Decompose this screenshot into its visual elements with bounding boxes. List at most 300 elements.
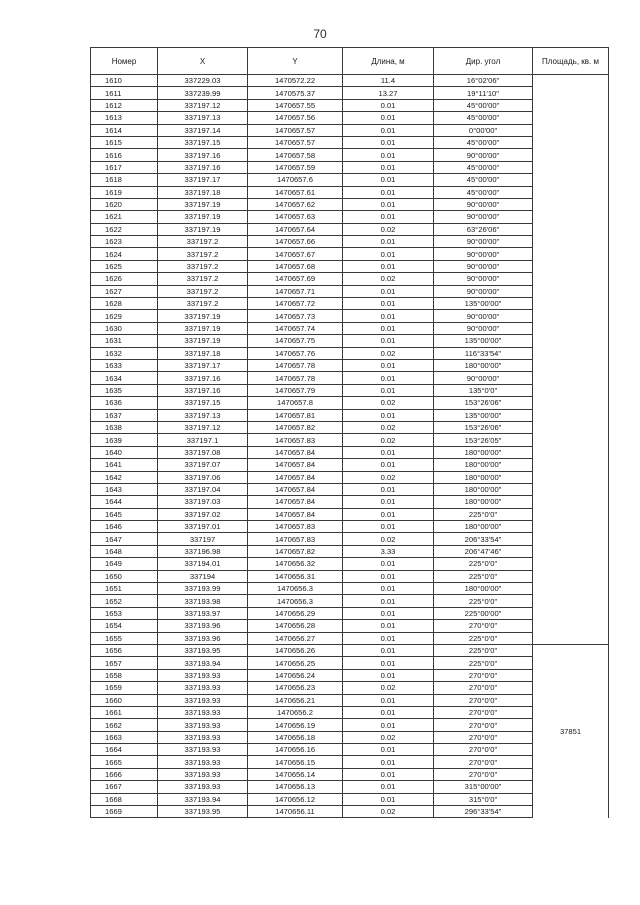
cell-y: 1470657.84 (248, 508, 343, 520)
cell-y: 1470657.75 (248, 335, 343, 347)
cell-angle: 270°0'0" (434, 694, 533, 706)
cell-y: 1470657.63 (248, 211, 343, 223)
table-row (91, 322, 609, 334)
cell-x: 337197.2 (158, 236, 248, 248)
cell-y: 1470657.81 (248, 409, 343, 421)
cell-angle: 153°26'06" (434, 421, 533, 433)
cell-angle: 63°26'06" (434, 223, 533, 235)
cell-length: 0.02 (343, 731, 434, 743)
cell-length: 0.01 (343, 793, 434, 805)
cell-number: 1657 (91, 657, 158, 669)
cell-x: 337197.19 (158, 223, 248, 235)
cell-angle: 225°0'0" (434, 595, 533, 607)
cell-y: 1470656.29 (248, 607, 343, 619)
cell-y: 1470657.76 (248, 347, 343, 359)
cell-y: 1470657.6 (248, 174, 343, 186)
cell-y: 1470657.78 (248, 372, 343, 384)
cell-y: 1470657.68 (248, 260, 343, 272)
cell-number: 1642 (91, 471, 158, 483)
cell-x: 337193.93 (158, 682, 248, 694)
cell-x: 337197.18 (158, 186, 248, 198)
cell-angle: 270°0'0" (434, 744, 533, 756)
cell-angle: 270°0'0" (434, 768, 533, 780)
table-row (91, 744, 609, 756)
cell-x: 337194.01 (158, 558, 248, 570)
cell-angle: 180°00'00" (434, 359, 533, 371)
cell-length: 3.33 (343, 545, 434, 557)
cell-number: 1623 (91, 236, 158, 248)
cell-angle: 153°26'05" (434, 434, 533, 446)
cell-y: 1470657.82 (248, 545, 343, 557)
cell-x: 337193.97 (158, 607, 248, 619)
cell-y: 1470656.19 (248, 719, 343, 731)
table-row (91, 409, 609, 421)
cell-angle: 270°0'0" (434, 706, 533, 718)
cell-y: 1470656.26 (248, 644, 343, 656)
table-row (91, 793, 609, 805)
cell-number: 1631 (91, 335, 158, 347)
cell-length: 0.01 (343, 620, 434, 632)
cell-length: 0.01 (343, 112, 434, 124)
cell-length: 0.01 (343, 298, 434, 310)
cell-number: 1616 (91, 149, 158, 161)
table-row (91, 335, 609, 347)
cell-y: 1470657.83 (248, 521, 343, 533)
table-row (91, 397, 609, 409)
cell-length: 0.01 (343, 483, 434, 495)
cell-x: 337193.93 (158, 781, 248, 793)
cell-angle: 90°00'00" (434, 260, 533, 272)
cell-number: 1656 (91, 644, 158, 656)
cell-x: 337197.19 (158, 322, 248, 334)
cell-x: 337197.2 (158, 273, 248, 285)
cell-y: 1470657.58 (248, 149, 343, 161)
cell-x: 337197.14 (158, 124, 248, 136)
cell-x: 337197.2 (158, 248, 248, 260)
cell-angle: 45°00'00" (434, 112, 533, 124)
table-row (91, 186, 609, 198)
cell-length: 0.01 (343, 744, 434, 756)
table-row (91, 124, 609, 136)
table-row (91, 806, 609, 818)
cell-angle: 225°0'0" (434, 570, 533, 582)
cell-x: 337197.17 (158, 174, 248, 186)
cell-number: 1668 (91, 793, 158, 805)
cell-angle: 90°00'00" (434, 372, 533, 384)
coordinates-table (90, 47, 609, 818)
cell-angle: 45°00'00" (434, 99, 533, 111)
cell-angle: 180°00'00" (434, 471, 533, 483)
cell-length: 0.01 (343, 521, 434, 533)
cell-x: 337197.08 (158, 446, 248, 458)
header-x: X (158, 48, 248, 75)
cell-number: 1653 (91, 607, 158, 619)
cell-number: 1610 (91, 75, 158, 87)
cell-length: 0.01 (343, 372, 434, 384)
cell-angle: 180°00'00" (434, 446, 533, 458)
cell-angle: 90°00'00" (434, 285, 533, 297)
cell-x: 337193.93 (158, 744, 248, 756)
cell-y: 1470656.11 (248, 806, 343, 818)
table-row (91, 471, 609, 483)
cell-number: 1635 (91, 384, 158, 396)
cell-y: 1470656.15 (248, 756, 343, 768)
cell-number: 1651 (91, 583, 158, 595)
cell-angle: 270°0'0" (434, 669, 533, 681)
table-row (91, 298, 609, 310)
cell-x: 337197.13 (158, 409, 248, 421)
cell-x: 337193.96 (158, 632, 248, 644)
cell-angle: 116°33'54" (434, 347, 533, 359)
cell-length: 0.02 (343, 434, 434, 446)
cell-y: 1470575.37 (248, 87, 343, 99)
header-length: Длина, м (343, 48, 434, 75)
cell-length: 0.01 (343, 186, 434, 198)
cell-angle: 90°00'00" (434, 149, 533, 161)
cell-number: 1655 (91, 632, 158, 644)
cell-length: 0.01 (343, 198, 434, 210)
cell-x: 337197.19 (158, 310, 248, 322)
table-row (91, 545, 609, 557)
table-row (91, 657, 609, 669)
cell-number: 1636 (91, 397, 158, 409)
table-row (91, 421, 609, 433)
cell-number: 1626 (91, 273, 158, 285)
cell-x: 337193.93 (158, 731, 248, 743)
cell-angle: 90°00'00" (434, 198, 533, 210)
cell-x: 337197.15 (158, 136, 248, 148)
cell-angle: 206°33'54" (434, 533, 533, 545)
table-row (91, 434, 609, 446)
cell-x: 337193.95 (158, 644, 248, 656)
cell-length: 0.01 (343, 644, 434, 656)
cell-number: 1624 (91, 248, 158, 260)
cell-angle: 225°0'0" (434, 632, 533, 644)
header-angle: Дир. угол (434, 48, 533, 75)
cell-angle: 180°00'00" (434, 583, 533, 595)
cell-x: 337197.18 (158, 347, 248, 359)
cell-length: 11.4 (343, 75, 434, 87)
table-body (91, 75, 609, 818)
table-row (91, 211, 609, 223)
cell-length: 0.01 (343, 149, 434, 161)
cell-length: 0.01 (343, 583, 434, 595)
cell-length: 0.02 (343, 397, 434, 409)
cell-number: 1663 (91, 731, 158, 743)
header-area: Площадь, кв. м (533, 48, 609, 75)
cell-x: 337197.19 (158, 335, 248, 347)
cell-number: 1622 (91, 223, 158, 235)
cell-y: 1470657.55 (248, 99, 343, 111)
cell-length: 0.01 (343, 446, 434, 458)
cell-y: 1470657.84 (248, 459, 343, 471)
cell-y: 1470657.82 (248, 421, 343, 433)
cell-length: 0.01 (343, 756, 434, 768)
cell-length: 0.01 (343, 248, 434, 260)
table-row (91, 174, 609, 186)
table-row (91, 136, 609, 148)
cell-x: 337197.13 (158, 112, 248, 124)
cell-length: 0.02 (343, 682, 434, 694)
cell-number: 1615 (91, 136, 158, 148)
header-number: Номер (91, 48, 158, 75)
cell-length: 0.01 (343, 174, 434, 186)
cell-length: 0.02 (343, 421, 434, 433)
cell-x: 337193.93 (158, 719, 248, 731)
table-row (91, 310, 609, 322)
cell-length: 0.02 (343, 273, 434, 285)
table-row (91, 99, 609, 111)
cell-number: 1658 (91, 669, 158, 681)
cell-length: 0.01 (343, 260, 434, 272)
cell-length: 0.02 (343, 806, 434, 818)
cell-y: 1470656.25 (248, 657, 343, 669)
cell-angle: 180°00'00" (434, 483, 533, 495)
cell-y: 1470657.84 (248, 446, 343, 458)
cell-number: 1641 (91, 459, 158, 471)
table-row (91, 694, 609, 706)
cell-x: 337193.93 (158, 756, 248, 768)
cell-length: 0.01 (343, 607, 434, 619)
cell-y: 1470657.64 (248, 223, 343, 235)
cell-angle: 90°00'00" (434, 211, 533, 223)
cell-x: 337197.2 (158, 260, 248, 272)
area-value: 37851 (533, 644, 609, 817)
cell-angle: 270°0'0" (434, 756, 533, 768)
cell-number: 1650 (91, 570, 158, 582)
table-row (91, 273, 609, 285)
cell-x: 337197.17 (158, 359, 248, 371)
cell-length: 0.01 (343, 310, 434, 322)
table-row (91, 632, 609, 644)
cell-x: 337197.01 (158, 521, 248, 533)
table-row (91, 149, 609, 161)
cell-number: 1633 (91, 359, 158, 371)
cell-x: 337193.93 (158, 669, 248, 681)
cell-number: 1637 (91, 409, 158, 421)
cell-angle: 135°00'00" (434, 298, 533, 310)
cell-number: 1617 (91, 161, 158, 173)
cell-length: 0.01 (343, 136, 434, 148)
table-row (91, 75, 609, 87)
table-row (91, 644, 609, 656)
cell-angle: 19°11'10" (434, 87, 533, 99)
cell-number: 1646 (91, 521, 158, 533)
table-row (91, 719, 609, 731)
cell-y: 1470657.57 (248, 124, 343, 136)
cell-length: 0.01 (343, 335, 434, 347)
cell-x: 337193.93 (158, 768, 248, 780)
cell-number: 1628 (91, 298, 158, 310)
cell-angle: 225°0'0" (434, 657, 533, 669)
cell-number: 1612 (91, 99, 158, 111)
table-row (91, 112, 609, 124)
table-row (91, 483, 609, 495)
cell-number: 1639 (91, 434, 158, 446)
cell-angle: 45°00'00" (434, 186, 533, 198)
cell-y: 1470657.83 (248, 533, 343, 545)
cell-length: 0.01 (343, 285, 434, 297)
cell-y: 1470656.23 (248, 682, 343, 694)
cell-number: 1660 (91, 694, 158, 706)
cell-length: 0.01 (343, 124, 434, 136)
cell-length: 0.01 (343, 459, 434, 471)
cell-x: 337193.93 (158, 694, 248, 706)
cell-number: 1629 (91, 310, 158, 322)
cell-x: 337193.93 (158, 706, 248, 718)
table-row (91, 756, 609, 768)
cell-number: 1634 (91, 372, 158, 384)
cell-y: 1470657.8 (248, 397, 343, 409)
cell-length: 0.01 (343, 322, 434, 334)
cell-length: 0.01 (343, 657, 434, 669)
cell-x: 337194 (158, 570, 248, 582)
cell-angle: 315°00'00" (434, 781, 533, 793)
cell-number: 1648 (91, 545, 158, 557)
cell-x: 337239.99 (158, 87, 248, 99)
cell-y: 1470657.59 (248, 161, 343, 173)
cell-length: 0.02 (343, 471, 434, 483)
table-row (91, 607, 609, 619)
cell-y: 1470656.2 (248, 706, 343, 718)
cell-angle: 296°33'54" (434, 806, 533, 818)
header-y: Y (248, 48, 343, 75)
cell-y: 1470657.62 (248, 198, 343, 210)
cell-x: 337197.1 (158, 434, 248, 446)
cell-number: 1627 (91, 285, 158, 297)
cell-x: 337196.98 (158, 545, 248, 557)
cell-y: 1470656.13 (248, 781, 343, 793)
cell-length: 0.01 (343, 781, 434, 793)
table-row (91, 706, 609, 718)
table-row (91, 285, 609, 297)
table-row (91, 260, 609, 272)
cell-number: 1614 (91, 124, 158, 136)
cell-angle: 270°0'0" (434, 719, 533, 731)
cell-angle: 0°00'00" (434, 124, 533, 136)
cell-y: 1470657.73 (248, 310, 343, 322)
table-row (91, 384, 609, 396)
cell-y: 1470657.66 (248, 236, 343, 248)
cell-x: 337193.94 (158, 793, 248, 805)
cell-y: 1470657.84 (248, 496, 343, 508)
cell-number: 1645 (91, 508, 158, 520)
table-row (91, 768, 609, 780)
table-row (91, 620, 609, 632)
cell-x: 337197 (158, 533, 248, 545)
page-number: 70 (313, 27, 327, 41)
cell-x: 337197.02 (158, 508, 248, 520)
cell-x: 337197.04 (158, 483, 248, 495)
cell-angle: 180°00'00" (434, 459, 533, 471)
table-row (91, 87, 609, 99)
cell-number: 1621 (91, 211, 158, 223)
cell-number: 1620 (91, 198, 158, 210)
cell-x: 337197.19 (158, 198, 248, 210)
cell-x: 337193.95 (158, 806, 248, 818)
cell-number: 1638 (91, 421, 158, 433)
cell-number: 1666 (91, 768, 158, 780)
cell-angle: 90°00'00" (434, 273, 533, 285)
table-row (91, 236, 609, 248)
table-header-row (91, 48, 609, 75)
cell-x: 337197.2 (158, 298, 248, 310)
cell-x: 337197.2 (158, 285, 248, 297)
cell-length: 0.01 (343, 359, 434, 371)
cell-y: 1470657.69 (248, 273, 343, 285)
cell-y: 1470657.78 (248, 359, 343, 371)
cell-number: 1647 (91, 533, 158, 545)
cell-angle: 90°00'00" (434, 322, 533, 334)
table-row (91, 347, 609, 359)
cell-x: 337197.16 (158, 384, 248, 396)
cell-y: 1470657.61 (248, 186, 343, 198)
cell-y: 1470657.84 (248, 483, 343, 495)
cell-y: 1470657.84 (248, 471, 343, 483)
cell-angle: 315°0'0" (434, 793, 533, 805)
cell-angle: 225°0'0" (434, 558, 533, 570)
cell-x: 337197.16 (158, 149, 248, 161)
cell-y: 1470657.56 (248, 112, 343, 124)
table-row (91, 558, 609, 570)
cell-number: 1619 (91, 186, 158, 198)
table-row (91, 533, 609, 545)
table-row (91, 682, 609, 694)
table-row (91, 161, 609, 173)
cell-length: 13.27 (343, 87, 434, 99)
cell-y: 1470656.18 (248, 731, 343, 743)
cell-length: 0.01 (343, 409, 434, 421)
cell-length: 0.01 (343, 384, 434, 396)
cell-angle: 225°0'0" (434, 644, 533, 656)
table-row (91, 372, 609, 384)
cell-x: 337193.94 (158, 657, 248, 669)
cell-number: 1613 (91, 112, 158, 124)
cell-x: 337197.15 (158, 397, 248, 409)
cell-x: 337197.16 (158, 161, 248, 173)
cell-number: 1664 (91, 744, 158, 756)
cell-number: 1667 (91, 781, 158, 793)
cell-length: 0.01 (343, 236, 434, 248)
table-row (91, 198, 609, 210)
cell-length: 0.01 (343, 669, 434, 681)
cell-angle: 225°00'00" (434, 607, 533, 619)
cell-number: 1625 (91, 260, 158, 272)
cell-angle: 90°00'00" (434, 310, 533, 322)
cell-y: 1470657.83 (248, 434, 343, 446)
cell-y: 1470656.28 (248, 620, 343, 632)
cell-length: 0.02 (343, 347, 434, 359)
cell-number: 1630 (91, 322, 158, 334)
cell-angle: 45°00'00" (434, 161, 533, 173)
cell-angle: 180°00'00" (434, 496, 533, 508)
cell-y: 1470656.24 (248, 669, 343, 681)
cell-angle: 16°02'06" (434, 75, 533, 87)
cell-angle: 270°0'0" (434, 682, 533, 694)
cell-number: 1632 (91, 347, 158, 359)
cell-angle: 225°0'0" (434, 508, 533, 520)
table-row (91, 669, 609, 681)
cell-y: 1470656.21 (248, 694, 343, 706)
table-row (91, 496, 609, 508)
cell-number: 1611 (91, 87, 158, 99)
cell-y: 1470656.3 (248, 583, 343, 595)
cell-length: 0.01 (343, 211, 434, 223)
table-row (91, 521, 609, 533)
cell-length: 0.01 (343, 99, 434, 111)
cell-length: 0.01 (343, 632, 434, 644)
cell-length: 0.01 (343, 508, 434, 520)
